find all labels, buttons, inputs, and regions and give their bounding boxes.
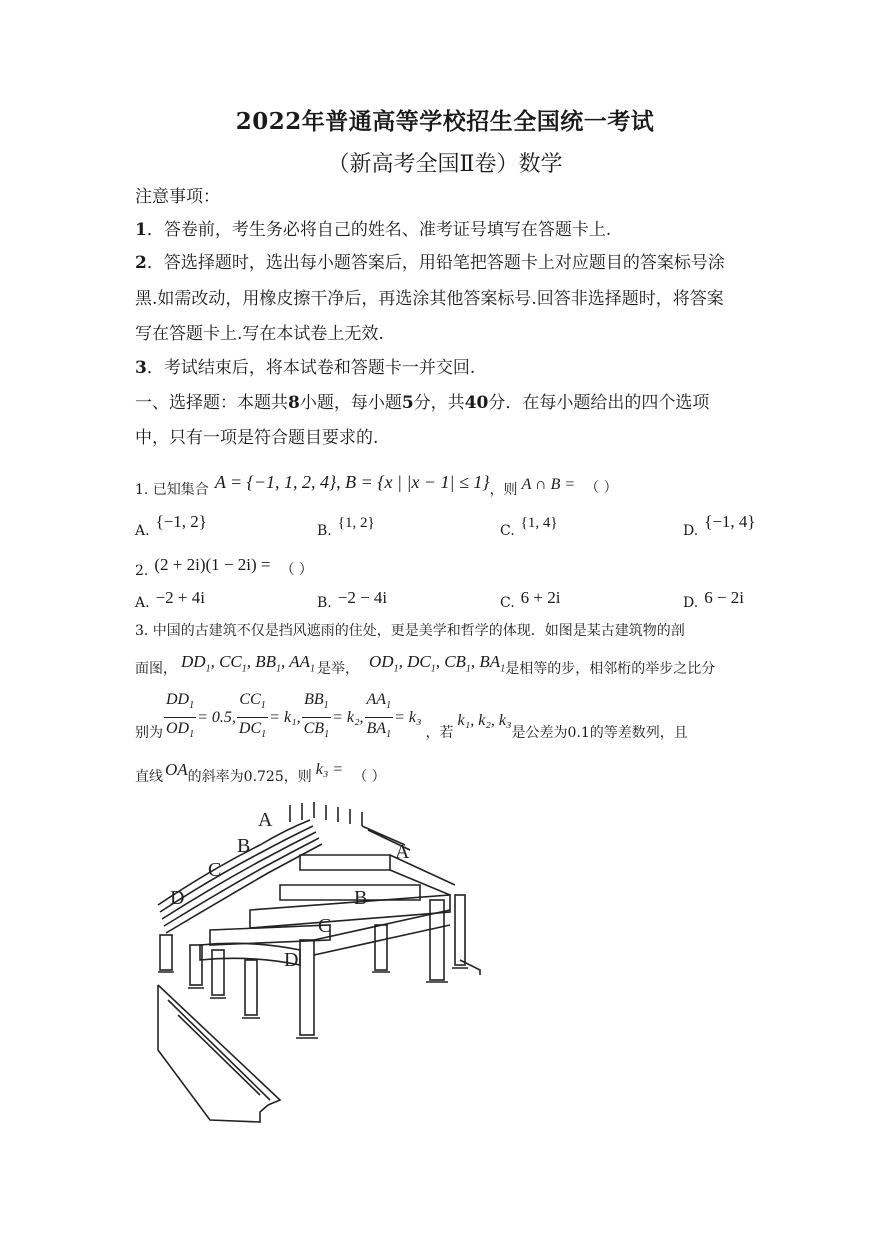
question-3-line3-a: 别为 <box>135 725 163 741</box>
notice-heading: 注意事项： <box>135 187 220 207</box>
notice-item-3-text: ．考试结束后，将本试卷和答题卡一并交回. <box>146 358 476 378</box>
question-3-line2-b: 是举， <box>317 661 359 677</box>
question-1-set-b: B = {x | |x − 1| ≤ 1} <box>345 471 490 492</box>
option-value: {−1, 2} <box>155 512 207 531</box>
notice-item-1 <box>135 213 611 247</box>
page-subtitle: （新高考全国Ⅱ卷）数学 <box>327 152 563 177</box>
section-1-total: 40 <box>464 393 489 413</box>
question-3-line2-a: 面图， <box>135 661 177 677</box>
question-1-prefix: 1. 已知集合 <box>135 482 209 498</box>
option-value: 6 + 2i <box>520 588 561 607</box>
section-1-mid2: 分，共 <box>413 393 465 413</box>
option-label: B. <box>317 595 332 611</box>
question-3-line2 <box>135 648 715 678</box>
ratio-eq-1: = 0.5, <box>197 709 236 726</box>
option-label: C. <box>500 523 515 539</box>
option-value: 6 − 2i <box>704 588 744 607</box>
option-value: −2 − 4i <box>337 588 388 607</box>
notice-item-2 <box>135 246 725 280</box>
question-2-paren: （ ） <box>280 562 313 578</box>
figure-label-a-right: A <box>395 841 410 863</box>
question-2-option-b[interactable] <box>317 588 388 611</box>
option-label: A. <box>135 523 150 539</box>
question-2-options <box>135 588 755 618</box>
question-1-option-d[interactable] <box>683 512 756 539</box>
figure-label-d-left: D <box>170 887 185 909</box>
option-label: A. <box>135 595 150 611</box>
option-label: C. <box>500 595 515 611</box>
steps-list: $OD_1$, $DC_1$, $CB_1$, $BA_1$ <box>369 651 506 675</box>
figure-label-d-right: D <box>284 949 299 971</box>
question-3-line3-c: 是公差为0.1的等差数列，且 <box>511 725 688 741</box>
question-1-expr: A ∩ B = <box>521 476 576 493</box>
option-value: {1, 4} <box>520 515 558 531</box>
option-value: −2 + 4i <box>155 588 205 607</box>
figure-label-b-right: B <box>354 887 368 909</box>
option-value: {1, 2} <box>337 515 375 531</box>
question-1-option-b[interactable] <box>317 512 375 539</box>
question-2-prefix: 2. <box>135 563 149 579</box>
notice-item-3 <box>135 351 475 385</box>
question-1-option-a[interactable] <box>135 512 207 539</box>
figure-label-a-left: A <box>258 809 273 831</box>
question-3-line3-b: ，若 <box>425 725 454 741</box>
section-1-line2: 中，只有一项是符合题目要求的. <box>135 428 379 448</box>
question-2-option-a[interactable] <box>135 588 205 611</box>
question-1-option-c[interactable] <box>500 512 558 539</box>
section-1-points: 5 <box>401 393 414 413</box>
section-1-instructions <box>135 386 709 420</box>
notice-item-1-text: ．答卷前，考生务必将自己的姓名、准考证号填写在答题卡上. <box>146 220 612 240</box>
question-2-expr: (2 + 2i)(1 − 2i) = <box>154 555 271 574</box>
question-3-paren: （ ） <box>353 769 386 785</box>
ratio-formula: $\frac{DD_1}{OD_1}$ = 0.5, $\frac{CC_1}{DC_1}$ = k₁, $\frac{BB_1}{CB_1}$ = k₂, $\frac{AA_1}{BA_1}$ = k₃ <box>166 691 422 740</box>
question-1-paren: （ ） <box>585 480 618 496</box>
notice-item-3-num: 3 <box>135 358 147 378</box>
figure-label-c-right: C <box>318 915 332 937</box>
ratio-eq-3: = k₂, <box>332 709 364 726</box>
question-3-line1: 3. 中国的古建筑不仅是挡风遮雨的住处，更是美学和哲学的体现．如图是某古建筑物的剖 <box>135 623 685 639</box>
notice-item-2-line3: 写在答题卡上.写在本试卷上无效. <box>135 324 384 344</box>
question-3-line4-a: 直线 <box>135 769 163 785</box>
notice-item-2-line2: 黑.如需改动，用橡皮擦干净后，再选涂其他答案标号.回答非选择题时，将答案 <box>135 289 724 309</box>
section-1-suffix: 分．在每小题给出的四个选项 <box>488 393 710 413</box>
figure-label-c-left: C <box>208 859 222 881</box>
notice-item-2-line1: ．答选择题时，选出每小题答案后，用铅笔把答题卡上对应题目的答案标号涂 <box>146 253 725 273</box>
line-oa: OA <box>165 760 188 779</box>
question-2 <box>135 550 313 580</box>
question-3-line4 <box>135 755 386 785</box>
question-3-line4-b: 的斜率为0.725，则 <box>187 769 312 785</box>
k-sequence: k₁, k₂, k₃ <box>457 712 512 729</box>
ratio-eq-4: = k₃ <box>394 709 422 726</box>
ancient-building-figure <box>150 800 490 1125</box>
option-value: {−1, 4} <box>704 512 756 531</box>
ratio-eq-2: = k₁, <box>269 709 301 726</box>
question-3-line3 <box>135 688 688 748</box>
option-label: D. <box>683 595 699 611</box>
notice-item-2-num: 2 <box>135 253 147 273</box>
question-2-option-d[interactable] <box>683 588 744 611</box>
k3-expr: k₃ = <box>315 761 344 778</box>
question-1-options <box>135 512 755 542</box>
question-3-line2-c: 是相等的步，相邻桁的举步之比分 <box>505 661 716 677</box>
question-1-ask: ，则 <box>489 482 518 498</box>
section-1-mid1: 小题，每小题 <box>299 393 402 413</box>
option-label: B. <box>317 523 332 539</box>
question-1-set-a: A = {−1, 1, 2, 4} <box>214 471 337 492</box>
figure-label-b-left: B <box>237 835 251 857</box>
section-1-count: 8 <box>288 393 300 413</box>
question-2-option-c[interactable] <box>500 588 561 611</box>
notice-item-1-num: 1 <box>135 220 147 240</box>
page-title: 2022年普通高等学校招生全国统一考试 <box>235 108 655 135</box>
question-1: 1. 已知集合 A = {−1, 1, 2, 4} , B = {x | |x − 1| ≤ 1} ，则 A ∩ B = （ ） <box>135 471 618 498</box>
section-1-prefix: 一、选择题：本题共 <box>135 393 288 413</box>
rises-list: $DD_1$, $CC_1$, $BB_1$, $AA_1$ <box>181 651 315 675</box>
option-label: D. <box>683 523 699 539</box>
